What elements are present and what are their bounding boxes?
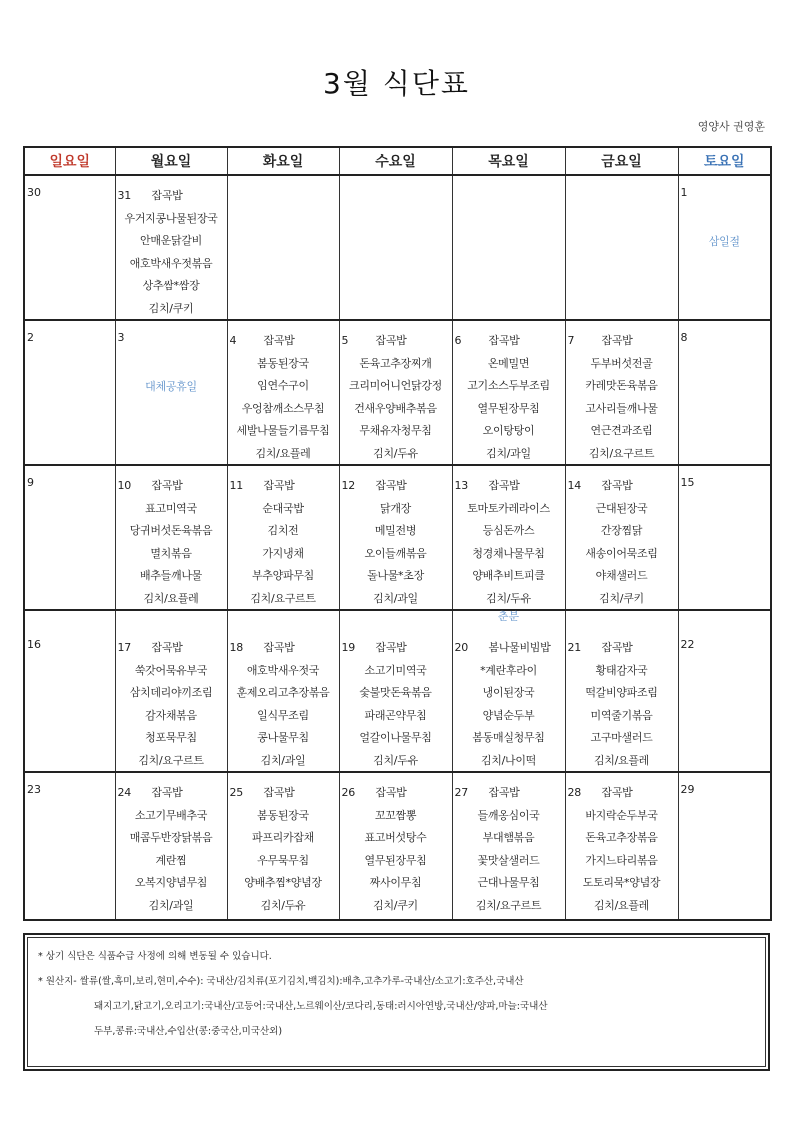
day-cell-content (116, 773, 227, 919)
menu-item: 청경채나물무침 (472, 546, 545, 560)
menu-item: 소고기미역국 (364, 663, 427, 677)
menu-item: *계란후라이 (480, 663, 537, 677)
date-number: 17 (117, 641, 131, 654)
menu-item: 봄동매실청무침 (472, 731, 545, 745)
menu-item: 가지느타리볶음 (585, 853, 658, 867)
note-line: 두부,콩류:국내산,수입산(콩:중국산,미국산외) (94, 1026, 283, 1037)
day-cell (565, 175, 678, 320)
day-cell-content (340, 321, 452, 464)
day-cell-content (116, 466, 227, 609)
day-header-row (24, 147, 771, 175)
menu-item: 고기소스두부조림 (467, 379, 550, 393)
menu-item: 간장찜닭 (600, 524, 643, 538)
menu-item: 당귀버섯돈육볶음 (129, 524, 213, 538)
day-cell-content (116, 611, 227, 771)
menu-lines (679, 176, 771, 254)
menu-item: 부추양파무침 (252, 569, 314, 583)
date-number: 4 (229, 334, 237, 347)
day-cell (452, 772, 565, 920)
day-cell-content (116, 176, 227, 319)
menu-item: 황태감자국 (595, 663, 648, 677)
menu-item: 김치/요플레 (593, 753, 650, 767)
notes-inner (27, 937, 766, 1067)
date-number: 29 (680, 783, 695, 796)
day-cell-content (25, 321, 115, 464)
day-cell (115, 175, 227, 320)
day-cell (565, 610, 678, 772)
menu-table (23, 146, 772, 921)
menu-item: 상추쌈*쌈장 (142, 279, 200, 293)
day-cell (115, 465, 227, 610)
menu-first-line (566, 475, 678, 498)
day-cell (452, 175, 565, 320)
week-row (24, 320, 771, 465)
menu-first-line (228, 475, 339, 498)
day-cell (24, 320, 115, 465)
day-cell (452, 320, 565, 465)
menu-item: 잡곡밥 (601, 334, 633, 347)
menu-item: 우거지콩나물된장국 (124, 211, 218, 225)
holiday-label: 대체공휴일 (145, 380, 197, 393)
menu-item: 김치/요구르트 (588, 446, 655, 460)
holiday-label: 삼일절 (708, 235, 740, 248)
menu-first-line (116, 475, 227, 498)
menu-item: 메밀전병 (374, 524, 417, 538)
menu-item: 김치/두유 (260, 898, 306, 912)
menu-item: 야채샐러드 (595, 569, 648, 583)
day-cell-content (566, 466, 678, 609)
menu-lines (453, 773, 565, 918)
day-cell (339, 175, 452, 320)
menu-item: 파프리카잡채 (252, 831, 314, 845)
menu-item: 숯불맛돈육볶음 (359, 686, 432, 700)
day-cell (227, 772, 339, 920)
week-row (24, 465, 771, 610)
season-label: 춘분 (497, 610, 520, 623)
menu-item: 부대햄볶음 (482, 831, 535, 845)
day-header: 수요일 (339, 147, 452, 175)
day-cell-content (228, 611, 339, 771)
day-cell (227, 320, 339, 465)
menu-first-line (116, 782, 227, 805)
day-cell (452, 465, 565, 610)
day-cell (227, 465, 339, 610)
menu-first-line (453, 782, 565, 805)
menu-item: 김치/두유 (373, 446, 418, 460)
menu-item: 김치/과일 (148, 898, 194, 912)
week-row (24, 610, 771, 772)
menu-item: 근대나물무침 (477, 876, 540, 890)
menu-item: 김치/요플레 (255, 446, 311, 460)
day-cell (227, 610, 339, 772)
menu-item: 무채유자청무침 (359, 424, 432, 438)
day-cell (565, 320, 678, 465)
day-cell-content (566, 773, 678, 919)
day-cell (24, 465, 115, 610)
note-line: * 상기 식단은 식품수급 사정에 의해 변동될 수 있습니다. (38, 951, 272, 962)
menu-item: 삼치데리야끼조림 (129, 686, 213, 700)
menu-item: 잡곡밥 (375, 479, 407, 492)
day-cell-content (566, 321, 678, 464)
menu-item: 짜사이무침 (369, 876, 422, 890)
menu-item: 토마토카레라이스 (467, 501, 550, 515)
menu-item: 청포묵무침 (145, 731, 197, 745)
date-number: 14 (567, 479, 581, 492)
menu-item: 오이탕탕이 (482, 424, 535, 438)
date-number: 27 (454, 786, 468, 799)
day-header: 목요일 (452, 147, 565, 175)
menu-first-line (116, 637, 227, 660)
day-cell-content (453, 773, 565, 919)
menu-lines (566, 628, 678, 773)
date-number: 15 (680, 476, 695, 489)
date-number: 18 (229, 641, 243, 654)
menu-item: 바지락순두부국 (585, 808, 658, 822)
day-cell-content (453, 321, 565, 464)
day-cell-content (25, 176, 115, 319)
menu-first-line (453, 475, 565, 498)
day-cell-content (679, 321, 771, 464)
menu-item: 잡곡밥 (601, 641, 633, 654)
menu-item: 애호박새우젓국 (246, 663, 320, 677)
menu-first-line (453, 637, 565, 660)
menu-item: 표고미역국 (145, 501, 197, 515)
menu-item: 김치전 (267, 524, 299, 538)
menu-item: 김치/요구르트 (475, 898, 542, 912)
day-cell (565, 772, 678, 920)
menu-first-line (340, 782, 452, 805)
menu-first-line (453, 330, 565, 353)
day-cell-content (453, 611, 565, 771)
menu-item: 잡곡밥 (488, 786, 520, 799)
day-header: 월요일 (115, 147, 227, 175)
menu-item: 잡곡밥 (375, 641, 407, 654)
menu-item: 김치/요플레 (593, 898, 650, 912)
menu-item: 봄동된장국 (257, 808, 309, 822)
note-line: 돼지고기,닭고기,오리고기:국내산/고등어:국내산,노르웨이산/코다리,동태:러시아연방,국내산/양파,마늘:국내산 (94, 1001, 548, 1012)
menu-item: 양념순두부 (482, 708, 535, 722)
week-row (24, 175, 771, 320)
day-header: 토요일 (678, 147, 771, 175)
menu-item: 잡곡밥 (263, 334, 295, 347)
menu-item: 잡곡밥 (601, 479, 633, 492)
menu-lines (228, 628, 339, 773)
menu-item: 잡곡밥 (601, 786, 633, 799)
day-cell-content (228, 176, 339, 319)
day-cell (452, 610, 565, 772)
day-cell-content (340, 611, 452, 771)
menu-item: 들깨옹심이국 (477, 808, 540, 822)
menu-item: 김치/두유 (486, 591, 531, 605)
date-number: 22 (680, 638, 695, 651)
menu-item: 소고기무배추국 (134, 808, 208, 822)
menu-item: 김치/과일 (260, 753, 306, 767)
menu-lines (340, 628, 452, 773)
menu-item: 고구마샐러드 (590, 731, 653, 745)
menu-item: 계란찜 (155, 853, 187, 867)
date-number: 26 (341, 786, 355, 799)
day-cell-content (679, 466, 771, 609)
day-cell (339, 610, 452, 772)
menu-item: 일식무조림 (257, 708, 309, 722)
date-number: 20 (454, 641, 468, 654)
menu-first-line (340, 330, 452, 353)
menu-lines (340, 321, 452, 466)
day-cell-content (340, 176, 452, 319)
page-title: 3월 식단표 (323, 67, 470, 100)
note-line: * 원산지- 쌀류(쌀,흑미,보리,현미,수수): 국내산/김치류(포기김치,백김치):배추,고추가루-국내산/소고기:호주산,국내산 (38, 976, 524, 987)
menu-lines (340, 466, 452, 611)
menu-lines (116, 466, 227, 611)
date-number: 31 (117, 189, 131, 202)
date-number: 28 (567, 786, 581, 799)
day-cell-content (679, 773, 771, 919)
menu-item: 김치/요구르트 (250, 591, 316, 605)
day-cell (678, 175, 771, 320)
menu-item: 등심돈까스 (482, 524, 535, 538)
day-cell (678, 610, 771, 772)
menu-item: 김치/쿠키 (599, 591, 644, 605)
menu-item: 꽃맛살샐러드 (477, 853, 540, 867)
menu-item: 순대국밥 (262, 501, 304, 515)
menu-item: 잡곡밥 (263, 479, 295, 492)
menu-item: 건새우양배추볶음 (354, 401, 437, 415)
menu-item: 잡곡밥 (151, 189, 183, 202)
menu-item: 오이들깨볶음 (364, 546, 427, 560)
day-header: 일요일 (24, 147, 115, 175)
day-cell-content (340, 773, 452, 919)
day-cell (678, 320, 771, 465)
menu-item: 새송이어묵조림 (585, 546, 658, 560)
date-number: 2 (27, 331, 34, 344)
menu-item: 잡곡밥 (375, 786, 407, 799)
menu-item: 냉이된장국 (482, 686, 535, 700)
date-number: 10 (117, 479, 131, 492)
menu-lines (116, 773, 227, 918)
day-cell-content (679, 176, 771, 319)
menu-first-line (566, 782, 678, 805)
menu-item: 연근견과조림 (590, 424, 653, 438)
date-number: 8 (680, 331, 688, 344)
menu-item: 김치/과일 (486, 446, 531, 460)
menu-item: 훈제오리고추장볶음 (236, 686, 330, 700)
day-cell (115, 320, 227, 465)
menu-item: 김치/쿠키 (373, 898, 418, 912)
menu-lines (228, 773, 339, 918)
menu-first-line (340, 475, 452, 498)
menu-item: 쑥갓어묵유부국 (134, 663, 208, 677)
menu-item: 돌나물*초장 (367, 569, 424, 583)
day-cell (565, 465, 678, 610)
menu-item: 매콤두반장닭볶음 (129, 831, 213, 845)
menu-item: 세발나물들기름무침 (236, 424, 330, 438)
menu-item: 양배추비트피클 (472, 569, 545, 583)
day-cell (115, 772, 227, 920)
menu-lines (566, 466, 678, 611)
menu-item: 김치/요플레 (143, 591, 199, 605)
menu-first-line (566, 637, 678, 660)
menu-item: 콩나물무침 (257, 731, 309, 745)
menu-item: 온메밀면 (487, 356, 530, 370)
date-number: 21 (567, 641, 581, 654)
day-cell-content (340, 466, 452, 609)
menu-item: 꼬꼬짬뽕 (374, 808, 417, 822)
day-cell (24, 772, 115, 920)
date-number: 5 (341, 334, 349, 347)
date-number: 6 (454, 334, 462, 347)
menu-item: 잡곡밥 (488, 479, 520, 492)
menu-item: 열무된장무침 (477, 401, 540, 415)
day-cell (339, 320, 452, 465)
day-cell-content (679, 611, 771, 771)
menu-item: 고사리들깨나물 (585, 401, 658, 415)
day-cell (227, 175, 339, 320)
notes-box (23, 933, 770, 1071)
menu-item: 가지냉채 (262, 546, 304, 560)
day-cell (678, 465, 771, 610)
menu-item: 잡곡밥 (263, 786, 295, 799)
date-number: 23 (27, 783, 41, 796)
date-number: 13 (454, 479, 468, 492)
menu-item: 봄동된장국 (257, 356, 309, 370)
menu-item: 임연수구이 (257, 379, 309, 393)
menu-item: 멸치볶음 (150, 546, 192, 560)
menu-item: 김치/쿠키 (148, 301, 194, 315)
date-number: 3 (117, 331, 125, 344)
menu-item: 우무묵무침 (257, 853, 309, 867)
menu-item: 돈육고추장찌개 (359, 356, 432, 370)
menu-item: 표고버섯탕수 (364, 831, 427, 845)
date-number: 16 (27, 638, 41, 651)
day-header: 금요일 (565, 147, 678, 175)
date-number: 9 (27, 476, 34, 489)
menu-first-line (228, 782, 339, 805)
menu-lines (453, 628, 565, 773)
menu-item: 도토리묵*양념장 (582, 876, 661, 890)
day-cell-content (566, 176, 678, 319)
day-cell-content (25, 466, 115, 609)
menu-first-line (340, 637, 452, 660)
week-row (24, 772, 771, 920)
date-number: 19 (341, 641, 355, 654)
menu-item: 잡곡밥 (375, 334, 407, 347)
menu-lines (228, 321, 339, 466)
menu-item: 김치/두유 (373, 753, 418, 767)
menu-lines (116, 628, 227, 773)
day-cell (339, 465, 452, 610)
author: 영양사 권영훈 (697, 120, 765, 133)
menu-lines (566, 321, 678, 466)
day-cell-content (25, 611, 115, 771)
day-cell (24, 175, 115, 320)
menu-item: 잡곡밥 (263, 641, 295, 654)
menu-lines (453, 466, 565, 611)
menu-item: 오복지양념무침 (134, 876, 208, 890)
date-number: 30 (27, 186, 41, 199)
menu-item: 돈육고추장볶음 (585, 831, 658, 845)
menu-item: 양배추찜*양념장 (244, 876, 322, 890)
menu-item: 감자채볶음 (145, 708, 197, 722)
menu-lines (566, 773, 678, 918)
menu-item: 떡갈비양파조림 (585, 686, 658, 700)
menu-first-line (116, 185, 227, 208)
day-header: 화요일 (227, 147, 339, 175)
menu-lines (228, 466, 339, 611)
date-number: 7 (567, 334, 575, 347)
menu-first-line (228, 637, 339, 660)
menu-item: 안매운닭갈비 (140, 234, 202, 248)
menu-item: 열무된장무침 (364, 853, 427, 867)
date-number: 11 (229, 479, 243, 492)
date-number: 12 (341, 479, 355, 492)
day-cell-content (116, 321, 227, 464)
menu-item: 미역줄기볶음 (590, 708, 653, 722)
day-cell (678, 772, 771, 920)
day-cell-content (228, 773, 339, 919)
menu-first-line (566, 330, 678, 353)
day-cell-content (228, 466, 339, 609)
menu-item: 근대된장국 (595, 501, 648, 515)
day-cell-content (25, 773, 115, 919)
date-number: 24 (117, 786, 131, 799)
menu-item: 잡곡밥 (151, 641, 183, 654)
date-number: 1 (680, 186, 688, 199)
menu-item: 잡곡밥 (488, 334, 520, 347)
menu-item: 크리미어니언닭강정 (349, 379, 442, 393)
date-number: 25 (229, 786, 243, 799)
day-cell (115, 610, 227, 772)
menu-item: 김치/요구르트 (138, 753, 204, 767)
menu-item: 얼갈이나물무침 (359, 731, 432, 745)
menu-item: 닭개장 (380, 501, 411, 515)
day-cell-content (228, 321, 339, 464)
menu-lines (116, 176, 227, 321)
menu-item: 파래곤약무침 (364, 708, 427, 722)
menu-item: 김치/과일 (373, 591, 418, 605)
menu-body (24, 175, 771, 920)
day-cell-content (566, 611, 678, 771)
menu-lines (453, 321, 565, 466)
menu-lines (116, 321, 227, 399)
day-cell (339, 772, 452, 920)
menu-item: 카레맛돈육볶음 (585, 379, 658, 393)
day-cell-content (453, 466, 565, 609)
menu-first-line (228, 330, 339, 353)
menu-item: 두부버섯전골 (590, 356, 653, 370)
menu-lines (340, 773, 452, 918)
day-cell-content (453, 176, 565, 319)
menu-item: 우엉참깨소스무침 (241, 401, 325, 415)
menu-item: 잡곡밥 (151, 786, 183, 799)
menu-item: 잡곡밥 (151, 479, 183, 492)
menu-item: 애호박새우젓볶음 (129, 256, 213, 270)
day-cell (24, 610, 115, 772)
menu-item: 봄나물비빔밥 (488, 641, 551, 654)
menu-item: 배추들깨나물 (140, 569, 202, 583)
menu-item: 김치/나이떡 (480, 753, 537, 767)
